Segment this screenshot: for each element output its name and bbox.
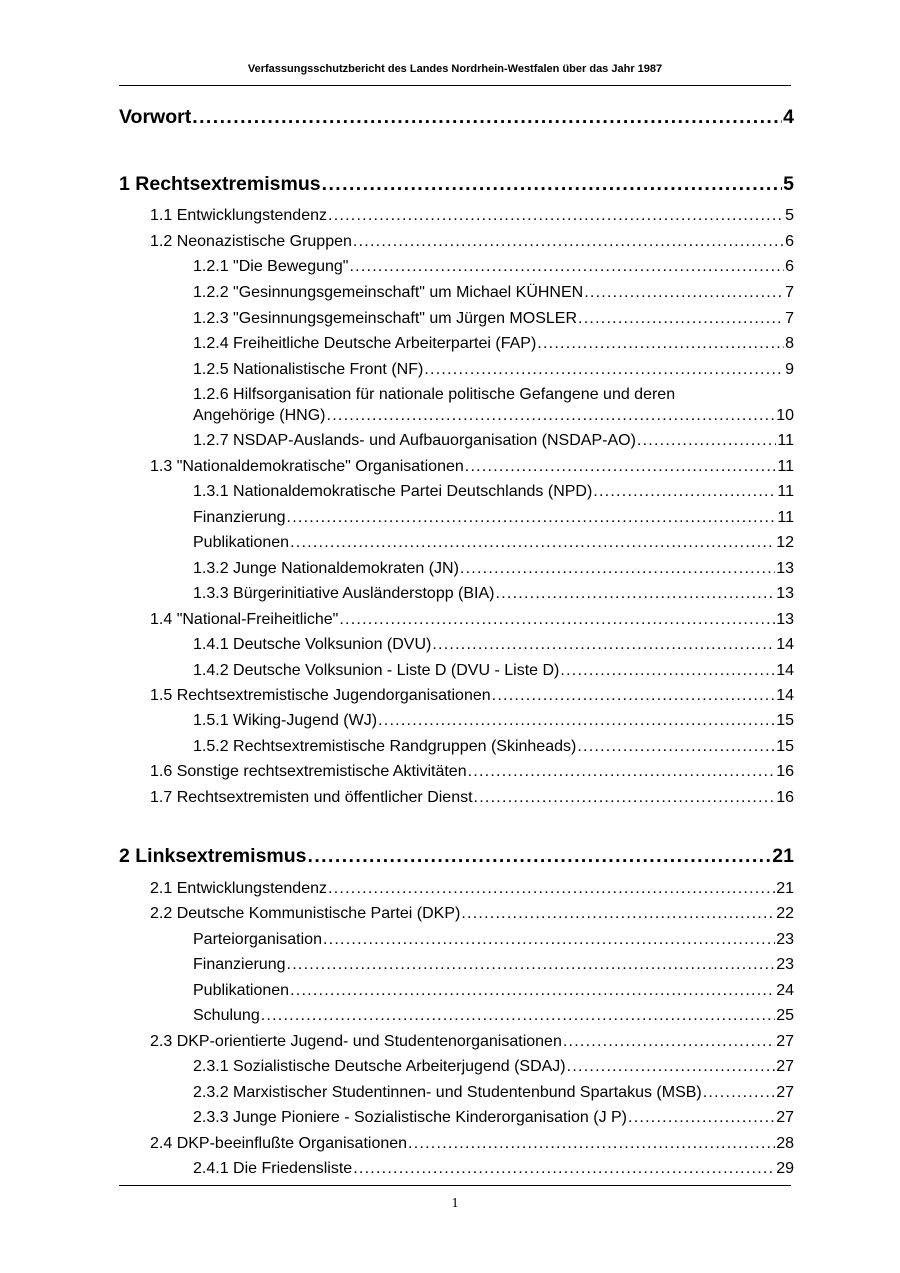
toc-page: 16	[776, 763, 794, 780]
toc-entry-1-3-3[interactable]	[193, 585, 794, 603]
toc-title: Finanzierung	[193, 509, 286, 526]
page-number: 1	[451, 1196, 459, 1211]
toc-page: 27	[776, 1033, 794, 1050]
toc-page: 23	[776, 956, 794, 973]
toc-title: 1.2.4 Freiheitliche Deutsche Arbeiterpartei (FAP)	[193, 335, 537, 352]
toc-title: Angehörige (HNG)	[193, 407, 326, 424]
toc-title: 1.3.2 Junge Nationaldemokraten (JN)	[193, 560, 459, 577]
toc-title: 1.4 "National-Freiheitliche"	[150, 611, 339, 628]
toc-title: 1.2.7 NSDAP-Auslands- und Aufbauorganisation (NSDAP-AO)	[193, 432, 636, 449]
toc-title: Publikationen	[193, 534, 290, 551]
toc-entry-vorwort[interactable]	[119, 106, 794, 129]
toc-title: 1.3.1 Nationaldemokratische Partei Deutschlands (NPD)	[193, 483, 593, 500]
toc-entry-1-2-4[interactable]	[193, 335, 794, 353]
footer-rule	[119, 1185, 791, 1186]
toc-title: 1.7 Rechtsextremisten und öffentlicher Dienst	[150, 789, 473, 806]
toc-title: 2.1 Entwicklungstendenz	[150, 880, 327, 897]
toc-page: 10	[776, 407, 794, 424]
toc-title: 2.4.1 Die Friedensliste	[193, 1160, 353, 1177]
toc-page: 27	[776, 1109, 794, 1126]
toc-title: 1.5 Rechtsextremistische Jugendorganisationen	[150, 687, 491, 704]
toc-entry-1-3-1[interactable]	[193, 483, 794, 501]
toc-entry-2-2-schulung[interactable]	[193, 1007, 794, 1025]
toc-entry-2-2[interactable]	[150, 905, 794, 923]
toc-page: 12	[776, 534, 794, 551]
toc-page: 25	[776, 1007, 794, 1024]
toc-entry-1-3-finanzierung[interactable]	[193, 509, 794, 527]
toc-title: Publikationen	[193, 982, 290, 999]
toc-entry-2-2-finanzierung[interactable]	[193, 956, 794, 974]
toc-entry-2-3-2[interactable]	[193, 1084, 794, 1102]
toc-entry-1[interactable]	[119, 173, 794, 196]
toc-entry-2-2-parteiorganisation[interactable]	[193, 931, 794, 949]
toc-entry-1-2-2[interactable]	[193, 284, 794, 302]
toc-entry-1-4[interactable]	[150, 611, 794, 629]
toc-title: 2.2 Deutsche Kommunistische Partei (DKP)	[150, 905, 461, 922]
toc-page: 14	[776, 662, 794, 679]
toc-entry-1-3-publikationen[interactable]	[193, 534, 794, 552]
toc-entry-1-5-1[interactable]	[193, 712, 794, 730]
toc-page: 23	[776, 931, 794, 948]
toc-page: 14	[776, 687, 794, 704]
toc-entry-1-2-1[interactable]	[193, 258, 794, 276]
toc-entry-1-3-2[interactable]	[193, 560, 794, 578]
toc-title: 1.3 "Nationaldemokratische" Organisationen	[150, 458, 464, 475]
toc-page: 13	[776, 560, 794, 577]
toc-title: 1.4.2 Deutsche Volksunion - Liste D (DVU - Liste D)	[193, 662, 560, 679]
toc-title: 1.5.1 Wiking-Jugend (WJ)	[193, 712, 378, 729]
toc-page: 9	[785, 361, 794, 378]
toc-title: 1.2.2 "Gesinnungsgemeinschaft" um Michael KÜHNEN	[193, 284, 584, 301]
toc-entry-1-6[interactable]	[150, 763, 794, 781]
toc-page: 5	[785, 207, 794, 224]
toc-page: 11	[777, 458, 794, 475]
toc-title: 2 Linksextremismus	[119, 845, 307, 867]
toc-entry-1-5[interactable]	[150, 687, 794, 705]
toc-title: 1.2.1 "Die Bewegung"	[193, 258, 349, 275]
toc-title: 1 Rechtsextremismus	[119, 173, 321, 195]
toc-title: 2.3 DKP-orientierte Jugend- und Studentenorganisationen	[150, 1033, 562, 1050]
toc-page: 11	[777, 509, 794, 526]
toc-page: 22	[776, 905, 794, 922]
toc-page: 5	[783, 173, 794, 195]
toc-entry-1-2-6-line1[interactable]: 1.2.6 Hilfsorganisation für nationale politische Gefangene und deren	[193, 386, 676, 403]
toc-entry-1-4-1[interactable]	[193, 636, 794, 654]
toc-page: 6	[785, 258, 794, 275]
toc-page: 27	[776, 1058, 794, 1075]
toc-entry-1-2-3[interactable]	[193, 310, 794, 328]
toc-title: 1.1 Entwicklungstendenz	[150, 207, 327, 224]
toc-entry-1-5-2[interactable]	[193, 738, 794, 756]
toc-title: 2.3.2 Marxistischer Studentinnen- und Studentenbund Spartakus (MSB)	[193, 1084, 702, 1101]
toc-title: Schulung	[193, 1007, 260, 1024]
toc-page: 27	[776, 1084, 794, 1101]
toc-entry-2-4-1[interactable]	[193, 1160, 794, 1178]
toc-title: 1.2.3 "Gesinnungsgemeinschaft" um Jürgen MOSLER	[193, 310, 577, 327]
toc-page: 16	[776, 789, 794, 806]
toc-entry-1-2-5[interactable]	[193, 361, 794, 379]
toc-page: 7	[785, 310, 794, 327]
toc-title: Parteiorganisation	[193, 931, 322, 948]
toc-page: 13	[776, 611, 794, 628]
toc-entry-1-2-7[interactable]	[193, 432, 794, 450]
toc-page: 15	[776, 738, 794, 755]
toc-title: 1.5.2 Rechtsextremistische Randgruppen (Skinheads)	[193, 738, 577, 755]
toc-title: 1.4.1 Deutsche Volksunion (DVU)	[193, 636, 432, 653]
toc-page: 11	[777, 483, 794, 500]
toc-entry-1-3[interactable]	[150, 458, 794, 476]
toc-entry-2-2-publikationen[interactable]	[193, 982, 794, 1000]
toc-entry-2-4[interactable]	[150, 1135, 794, 1153]
toc-title: 1.2 Neonazistische Gruppen	[150, 233, 352, 250]
toc-page: 11	[777, 432, 794, 449]
toc-page: 15	[776, 712, 794, 729]
toc-entry-2-3-1[interactable]	[193, 1058, 794, 1076]
toc-title: Vorwort	[119, 106, 192, 128]
toc-title: 1.6 Sonstige rechtsextremistische Aktivitäten	[150, 763, 467, 780]
toc-page: 4	[783, 106, 794, 128]
toc-entry-1-4-2[interactable]	[193, 662, 794, 680]
toc-entry-2[interactable]	[119, 845, 794, 868]
toc-title: Finanzierung	[193, 956, 286, 973]
toc-title: 2.3.3 Junge Pioniere - Sozialistische Kinderorganisation (J P)	[193, 1109, 628, 1126]
toc-title: 2.3.1 Sozialistische Deutsche Arbeiterjugend (SDAJ)	[193, 1058, 566, 1075]
toc-title: 2.4 DKP-beeinflußte Organisationen	[150, 1135, 408, 1152]
toc-entry-1-7[interactable]	[150, 789, 794, 807]
toc-page: 14	[776, 636, 794, 653]
toc-title: 1.2.5 Nationalistische Front (NF)	[193, 361, 424, 378]
toc-page: 21	[776, 880, 794, 897]
header-rule	[119, 85, 791, 86]
toc-entry-2-3-3[interactable]	[193, 1109, 794, 1127]
toc-page: 13	[776, 585, 794, 602]
toc-page: 8	[785, 335, 794, 352]
toc-page: 29	[776, 1160, 794, 1177]
toc-title: 1.3.3 Bürgerinitiative Ausländerstopp (BIA)	[193, 585, 495, 602]
toc-page: 24	[776, 982, 794, 999]
running-header: Verfassungsschutzbericht des Landes Nordrhein-Westfalen über das Jahr 1987	[247, 63, 663, 75]
toc-entry-2-1[interactable]	[150, 880, 794, 898]
toc-entry-1-2[interactable]	[150, 233, 794, 251]
toc-entry-2-3[interactable]	[150, 1033, 794, 1051]
toc-page: 28	[776, 1135, 794, 1152]
toc-page: 21	[772, 845, 794, 867]
toc-page: 6	[785, 233, 794, 250]
toc-entry-1-1[interactable]	[150, 207, 794, 225]
toc-page: 7	[785, 284, 794, 301]
toc-entry-1-2-6[interactable]	[193, 407, 794, 425]
